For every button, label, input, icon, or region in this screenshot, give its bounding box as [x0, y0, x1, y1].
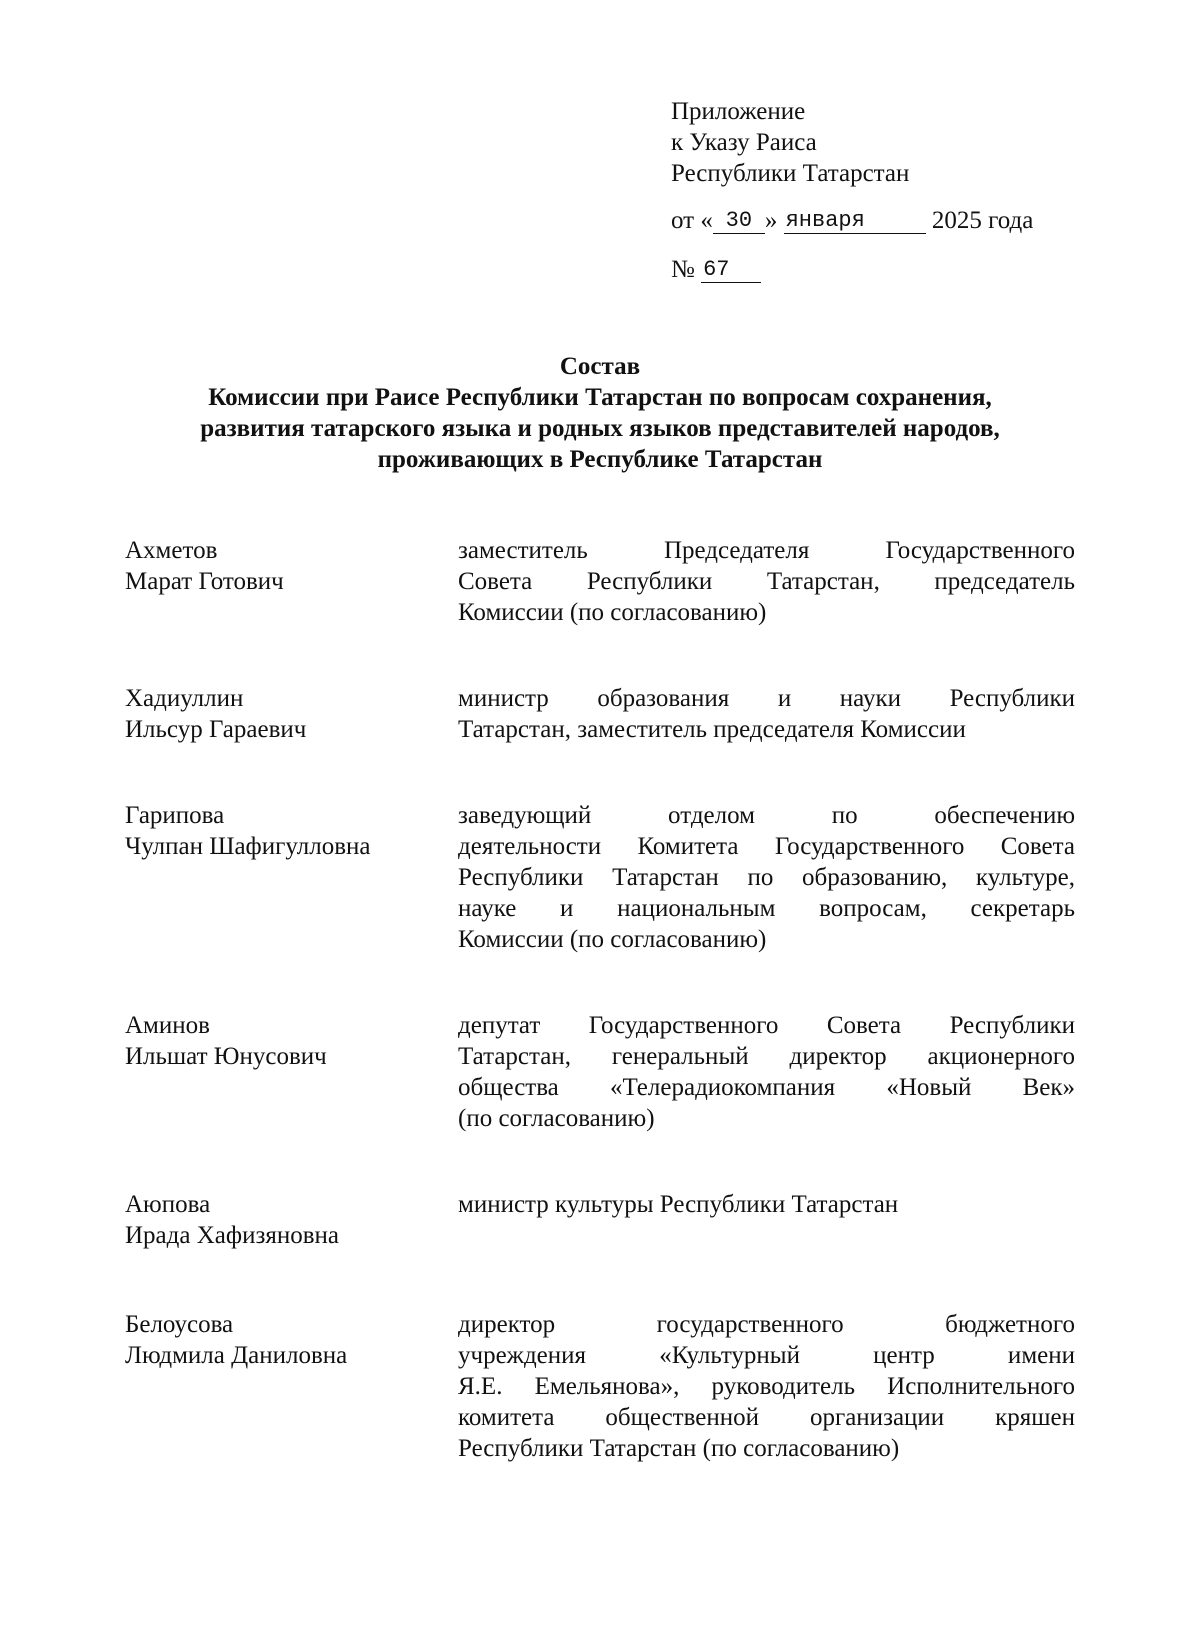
member-row	[125, 1189, 1075, 1251]
member-name	[125, 1010, 458, 1134]
date-day: 30	[713, 209, 765, 234]
member-row	[125, 1309, 1075, 1464]
member-row	[125, 683, 1075, 745]
member-role-line: Республики Татарстан (по согласованию)	[458, 1435, 900, 1462]
decree-date	[671, 205, 1033, 236]
member-surname: Ахметов	[125, 537, 218, 564]
member-role-line: Совета Республики Татарстан, председатель	[458, 568, 1075, 595]
title-line: проживающих в Республике Татарстан	[377, 446, 823, 473]
appendix-block	[671, 96, 1091, 189]
member-surname: Гарипова	[125, 802, 225, 829]
member-role-line: учреждения «Культурный центр имени	[458, 1342, 1075, 1369]
member-role-line: деятельности Комитета Государственного Совета	[458, 833, 1075, 860]
member-role-line: Татарстан, заместитель председателя Комиссии	[458, 716, 966, 743]
member-role-line: Комиссии (по согласованию)	[458, 599, 767, 626]
member-given-name: Людмила Даниловна	[125, 1342, 348, 1369]
title-line: Комиссии при Раисе Республики Татарстан по вопросам сохранения,	[208, 384, 992, 411]
appendix-line: Республики Татарстан	[671, 160, 910, 187]
title-line: развития татарского языка и родных языков представителей народов,	[200, 415, 1000, 442]
member-role-line: заведующий отделом по обеспечению	[458, 802, 1075, 829]
date-year: 2025 года	[931, 207, 1034, 234]
member-surname: Аминов	[125, 1012, 210, 1039]
member-role-line: заместитель Председателя Государственного	[458, 537, 1075, 564]
member-name	[125, 1189, 458, 1251]
member-surname: Аюпова	[125, 1191, 211, 1218]
member-role	[458, 535, 1075, 628]
date-mid: »	[764, 207, 778, 234]
member-given-name: Чулпан Шафигулловна	[125, 833, 371, 860]
member-role-line: директор государственного бюджетного	[458, 1311, 1075, 1338]
member-given-name: Ильсур Гараевич	[125, 716, 307, 743]
member-surname: Хадиуллин	[125, 685, 244, 712]
number-value: 67	[701, 258, 761, 283]
member-row	[125, 800, 1075, 955]
member-role-line: Комиссии (по согласованию)	[458, 926, 767, 953]
member-role-line: депутат Государственного Совета Республики	[458, 1012, 1075, 1039]
date-prefix: от «	[671, 207, 713, 234]
member-role	[458, 683, 1075, 745]
member-role-line: комитета общественной организации кряшен	[458, 1404, 1075, 1431]
member-role-line: науке и национальным вопросам, секретарь	[458, 895, 1075, 922]
decree-number	[671, 254, 761, 285]
member-role	[458, 1010, 1075, 1134]
member-role-line: Татарстан, генеральный директор акционерного	[458, 1043, 1075, 1070]
member-given-name: Ильшат Юнусович	[125, 1043, 327, 1070]
member-role-line: (по согласованию)	[458, 1105, 655, 1132]
member-role	[458, 1309, 1075, 1464]
appendix-line: Приложение	[671, 98, 806, 125]
member-name	[125, 1309, 458, 1464]
title-heading: Состав	[559, 353, 641, 380]
member-row	[125, 1010, 1075, 1134]
member-role-line: Республики Татарстан по образованию, культуре,	[458, 864, 1075, 891]
member-name	[125, 535, 458, 628]
number-prefix: №	[671, 256, 695, 283]
member-role-line: министр образования и науки Республики	[458, 685, 1075, 712]
member-role-line: общества «Телерадиокомпания «Новый Век»	[458, 1074, 1075, 1101]
appendix-line: к Указу Раиса	[671, 129, 817, 156]
members-list	[125, 535, 1075, 1464]
member-given-name: Марат Готович	[125, 568, 284, 595]
member-name	[125, 800, 458, 955]
document-title	[100, 351, 1100, 475]
member-role	[458, 1189, 1075, 1251]
member-given-name: Ирада Хафизяновна	[125, 1222, 339, 1249]
member-surname: Белоусова	[125, 1311, 234, 1338]
date-month: января	[784, 209, 926, 234]
member-role-line: Я.Е. Емельянова», руководитель Исполнительного	[458, 1373, 1075, 1400]
member-role-line: министр культуры Республики Татарстан	[458, 1191, 899, 1218]
member-role	[458, 800, 1075, 955]
member-name	[125, 683, 458, 745]
member-row	[125, 535, 1075, 628]
